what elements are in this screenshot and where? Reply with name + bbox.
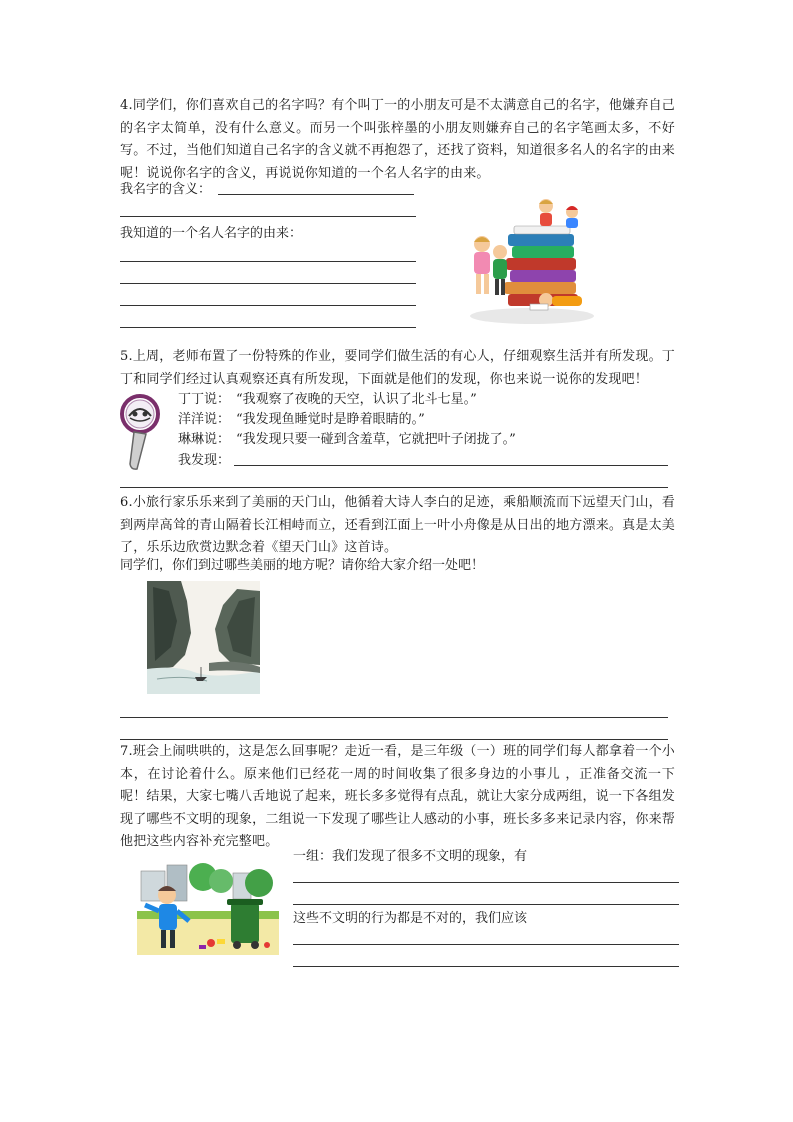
- q7-paragraph: 7.班会上闹哄哄的，这是怎么回事呢？走近一看，是三年级（一）班的同学们每人都拿着一个小本，在讨论着什么。原来他们已经花一周的时间收集了很多身边的小事儿 ，正准备交流一下呢！结果，大家七嘴八舌地说了起来，班长多多觉得有点乱，就让大家分成两组，说一下各组发现了哪些不文明的现象，二组说一下发现了哪些让人感动的小事，班长多多来记录内容，你来帮他把这些内容补充完整吧。: [120, 744, 675, 849]
- q4-meaning-line-2[interactable]: [120, 216, 416, 217]
- q6-paragraph: 6.小旅行家乐乐来到了美丽的天门山，他循着大诗人李白的足迹，乘船顺流而下远望天门山，看到两岸高耸的青山隔着长江相峙而立，还看到江面上一叶小舟像是从日出的地方漂来。真是太美了，乐乐边欣赏边默念着《望天门山》这首诗。: [120, 495, 675, 555]
- q4-famous-line-2[interactable]: [120, 283, 416, 284]
- q4-meaning-label: 我名字的含义：: [120, 182, 212, 197]
- q4-paragraph: 4.同学们，你们喜欢自己的名字吗？有个叫丁一的小朋友可是不太满意自己的名字，他嫌弃自己的名字太简单，没有什么意义。而另一个叫张梓墨的小朋友则嫌弃自己的名字笔画太多，不好写。不过，当他们知道自己名字的含义就不再抱怨了，还找了资料，知道很多名人的名字的由来呢！说说你名字的含义，再说说你知道的一个名人名字的由来。: [120, 98, 675, 181]
- litter-cartoon-illustration: [137, 855, 279, 955]
- q4-famous-line-3[interactable]: [120, 305, 416, 306]
- q7-should-label: 这些不文明的行为都是不对的，我们应该: [293, 911, 528, 926]
- q7-group1-line-1[interactable]: [293, 882, 679, 883]
- kids-reading-books-illustration: [460, 196, 600, 326]
- q5-speaker-name-2: 洋洋说：: [178, 412, 231, 427]
- magnifier-icon: [118, 392, 162, 472]
- q4-famous-line-1[interactable]: [120, 261, 416, 262]
- q4-famous-line-4[interactable]: [120, 327, 416, 328]
- q7-group1-line-2[interactable]: [293, 904, 679, 905]
- q5-speaker-name-3: 琳琳说：: [178, 432, 231, 447]
- tianmen-mountain-painting: [147, 581, 260, 694]
- q4-famous-label: 我知道的一个名人名字的由来：: [120, 226, 303, 241]
- q5-mine-line-1[interactable]: [234, 465, 668, 466]
- q7-should-line-1[interactable]: [293, 944, 679, 945]
- q5-speaker-name-1: 丁丁说：: [178, 392, 231, 407]
- q4-meaning-line-1[interactable]: [218, 194, 414, 195]
- q5-mine-line-2[interactable]: [120, 487, 668, 488]
- q5-paragraph: 5.上周，老师布置了一份特殊的作业，要同学们做生活的有心人，仔细观察生活并有所发现。丁丁和同学们经过认真观察还真有所发现，下面就是他们的发现，你也来说一说你的发现吧！: [120, 349, 675, 387]
- q7-should-line-2[interactable]: [293, 966, 679, 967]
- q5-speaker-quote-1: “我观察了夜晚的天空，认识了北斗七星。”: [236, 392, 477, 407]
- q5-speaker-quote-3: “我发现只要一碰到含羞草，它就把叶子闭拢了。”: [236, 432, 516, 447]
- q5-speaker-quote-2: “我发现鱼睡觉时是睁着眼睛的。”: [236, 412, 425, 427]
- q5-mine-label: 我发现：: [178, 453, 231, 468]
- q7-group1-label: 一组：我们发现了很多不文明的现象，有: [293, 849, 528, 864]
- q6-answer-line-1[interactable]: [120, 717, 668, 718]
- q6-answer-line-2[interactable]: [120, 739, 668, 740]
- q6-prompt: 同学们，你们到过哪些美丽的地方呢？请你给大家介绍一处吧！: [120, 558, 485, 573]
